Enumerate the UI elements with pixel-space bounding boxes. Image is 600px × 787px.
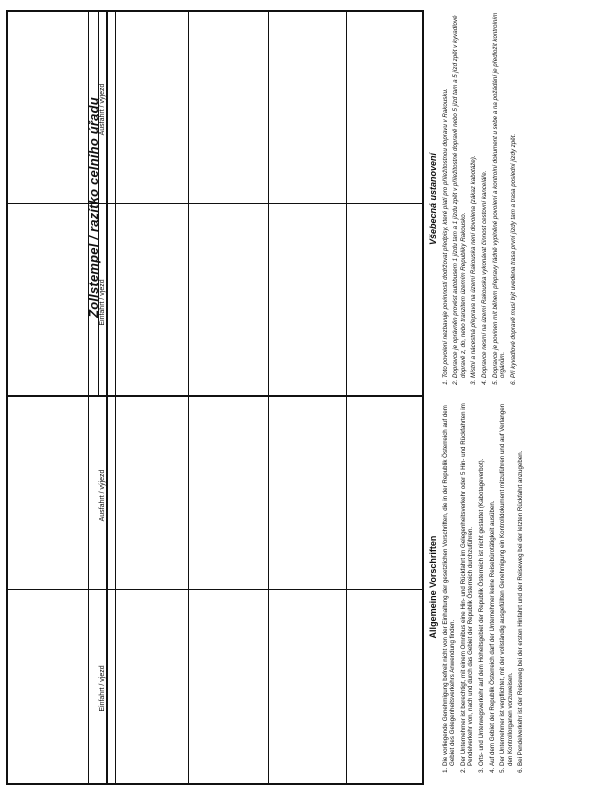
general-rules-czech: [430, 9, 520, 389]
grid-divider: [8, 589, 422, 590]
rule-item: 6. Bei Pendelverkehr ist der Reiseweg bei der ersten Hinfahrt und der Reiseweg bei der letzten Rückfahrt anzugeben.: [517, 397, 525, 766]
rule-item: 5. Der Unternehmer ist verpflichtet, mit der vollständig ausgefüllten Genehmigung ein Kontrolldokument mitzuführen und auf Verlangen den Kontrollorganen vorzuweisen.: [499, 397, 514, 766]
grid-rule: [106, 12, 108, 783]
grid-rule: [346, 12, 347, 783]
general-rules-german: [430, 397, 528, 777]
rule-item: 1. Toto povolení nezbavuje povinnosti dodržovat předpisy, které platí pro příležitostnou dopravu v Rakousku.: [442, 9, 450, 378]
column-label: Einfahrt / vjezd: [99, 279, 106, 326]
rule-item: 4. Auf dem Gebiet der Republik Österreich darf der Unternehmer keine Reisebürotätigkeit ausüben.: [489, 397, 497, 766]
column-label: Einfahrt / vjezd: [99, 665, 106, 712]
grid-rule: [268, 12, 269, 783]
rule-item: 2. Der Unternehmer ist berechtigt, mit einem Omnibus eine Hin- und Rückfahrt im Gelegenheitsverkehr oder 5 Hin- und Rückfahrten im Pendelverkehr von, nach und durch das Gebiet der Republik Österreich durchzuführen.: [460, 397, 475, 766]
stamp-section-title: Zollstempel / razítko celního úřadu: [86, 97, 101, 318]
rules-list: [442, 9, 518, 389]
rules-heading: Všebecná ustanovení: [428, 152, 438, 246]
rule-item: 6. Při kyvadlové dopravě musí být uvedena trasa první jízdy tam a trasa poslední jízdy zpět.: [510, 9, 518, 378]
rules-list: [442, 397, 525, 777]
rule-item: 4. Dopravce nesmí na území Rakouska vykonávat činnost cestovní kanceláře.: [481, 9, 489, 378]
grid-rule: [115, 12, 116, 783]
column-label: Ausfahrt / výjezd: [99, 469, 106, 522]
grid-divider: [8, 395, 422, 397]
rules-heading: Allgemeine Vorschriften: [428, 535, 438, 639]
rule-item: 2. Dopravce je oprávněn provést autobusem 1 jízdu tam a 1 jízdu zpět v příležitostné dopravě nebo 5 jízd tam a 5 jízd zpět v kyvadlové dopravě z, do, nebo tranzitem územím Republiky Rakousko.: [452, 9, 467, 378]
column-label: Ausfahrt / výjezd: [99, 83, 106, 136]
rule-item: 3. Místní a nácestná přeprava na území Rakouska není dovolena (zákaz kabotáže).: [470, 9, 478, 378]
grid-rule: [188, 12, 189, 783]
grid-divider: [8, 203, 422, 204]
customs-stamp-grid: [6, 10, 424, 785]
rule-item: 1. Die vorliegende Genehmigung befreit nicht von der Einhaltung der gesetzlichen Vorschriften, die in der Republik Österreich auf dem Gebiet des Gelegenheitsverkehrs Anwendung finden.: [442, 397, 457, 766]
rule-item: 3. Orts- und Unterwegsverkehr auf dem Hoheitsgebiet der Republik Österreich ist nicht gestattet (Kabotageverbot).: [478, 397, 486, 766]
rule-item: 5. Dopravce je povinen mít během přepravy řádně vyplněné povolení a kontrolní dokument u sebe a na požádání je předložit kontrolním orgánům.: [492, 9, 507, 378]
